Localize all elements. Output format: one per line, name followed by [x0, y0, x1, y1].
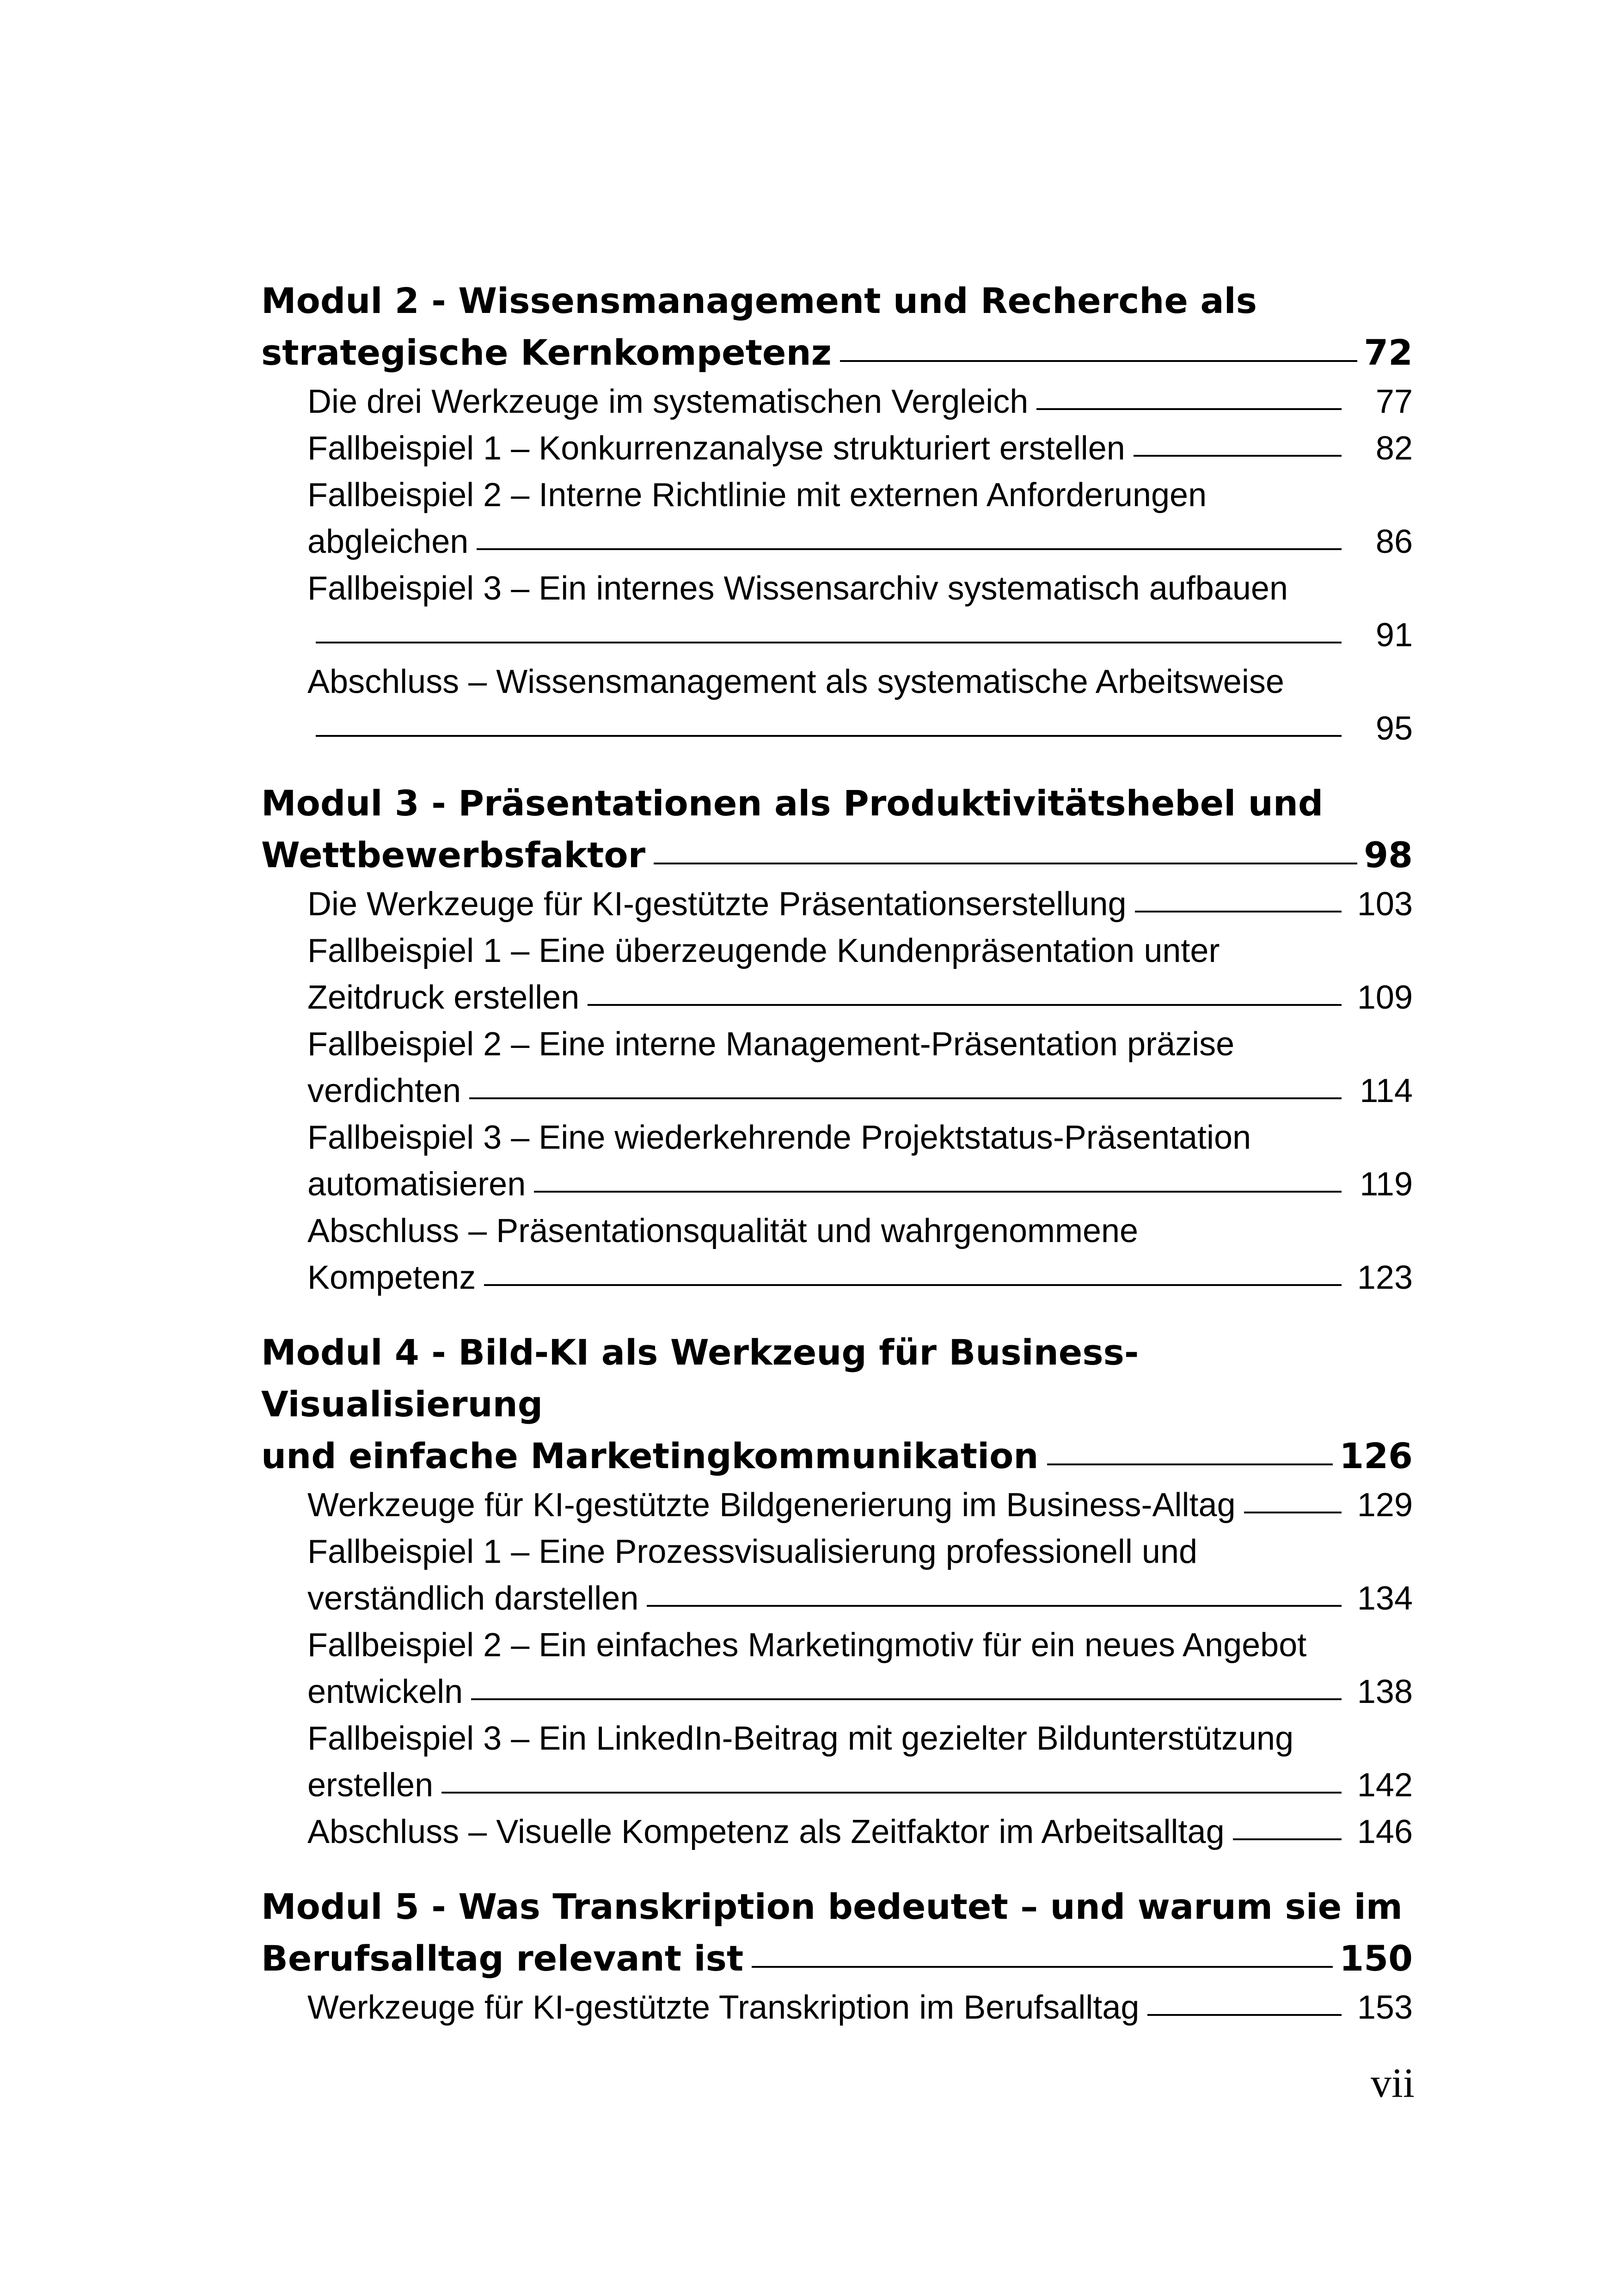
toc-entry[interactable]	[307, 565, 1413, 659]
entry-title-row	[307, 1161, 1413, 1208]
entry-title-line2: automatisieren	[307, 1166, 526, 1203]
entry-title-line1: Fallbeispiel 2 – Ein einfaches Marketingmotiv für ein neues Angebot	[307, 1627, 1307, 1664]
entry-page-number: 129	[1357, 1487, 1413, 1524]
toc-entry[interactable]	[307, 472, 1413, 565]
leader-line	[1047, 1463, 1333, 1465]
entry-page-number: 77	[1375, 383, 1413, 420]
module-title-line2: Berufsalltag relevant ist	[261, 1938, 744, 1979]
entry-page-number: 119	[1360, 1166, 1413, 1203]
entry-title-line2: Kompetenz	[307, 1259, 476, 1296]
module-title-line1: Modul 4 - Bild-KI als Werkzeug für Business-Visualisierung	[261, 1332, 1139, 1425]
entry-title-row	[307, 1809, 1413, 1855]
entry-title-line1: Fallbeispiel 1 – Eine überzeugende Kundenpräsentation unter	[307, 932, 1220, 969]
toc-entry[interactable]	[307, 928, 1413, 1021]
module-title-line2-row	[261, 327, 1413, 379]
leader-line	[1147, 2014, 1342, 2016]
entry-page-number: 86	[1375, 523, 1413, 560]
entry-title-row	[307, 1482, 1413, 1529]
entry-title-line1: Fallbeispiel 2 – Eine interne Management-Präsentation präzise	[307, 1026, 1235, 1063]
entry-title-row	[307, 519, 1413, 565]
toc-entry[interactable]	[307, 1809, 1413, 1855]
entry-title-row	[307, 379, 1413, 425]
entry-page-number: 134	[1357, 1580, 1413, 1617]
module-heading[interactable]	[261, 1881, 1413, 1984]
module-title-line2: Wettbewerbsfaktor	[261, 834, 646, 876]
toc-entry[interactable]	[307, 425, 1413, 472]
leader-line	[654, 863, 1357, 864]
module-heading[interactable]	[261, 1327, 1413, 1482]
entry-title-row	[307, 881, 1413, 928]
entry-title-line1: Fallbeispiel 2 – Interne Richtlinie mit externen Anforderungen	[307, 477, 1207, 514]
entry-title-line1: Fallbeispiel 3 – Ein internes Wissensarchiv systematisch aufbauen	[307, 570, 1288, 607]
module-title-line2-row	[261, 1430, 1413, 1482]
entry-title-row	[307, 974, 1413, 1021]
entry-title-line2: Werkzeuge für KI-gestützte Bildgenerierung im Business-Alltag	[307, 1487, 1236, 1524]
module-page-number: 98	[1364, 834, 1413, 876]
module-heading[interactable]	[261, 778, 1413, 881]
leader-line	[441, 1792, 1342, 1794]
leader-line	[469, 1097, 1342, 1099]
entry-title-line1: Abschluss – Präsentationsqualität und wahrgenommene	[307, 1212, 1139, 1249]
toc-entry[interactable]	[307, 1715, 1413, 1809]
toc-entry[interactable]	[307, 1529, 1413, 1622]
toc-entry[interactable]	[307, 1482, 1413, 1529]
entry-title-row	[307, 1669, 1413, 1715]
entry-title-line1: Fallbeispiel 1 – Eine Prozessvisualisierung professionell und	[307, 1533, 1198, 1570]
module-title-line2: strategische Kernkompetenz	[261, 332, 832, 373]
toc-entry[interactable]	[307, 1114, 1413, 1208]
module-title-line1: Modul 2 - Wissensmanagement und Recherche als	[261, 280, 1257, 321]
toc-entry[interactable]	[307, 1208, 1413, 1301]
entry-title-row	[307, 1068, 1413, 1114]
module-title-line1: Modul 5 - Was Transkription bedeutet – und warum sie im	[261, 1886, 1403, 1927]
toc-module	[261, 1881, 1413, 2031]
entry-title-line2: Die drei Werkzeuge im systematischen Vergleich	[307, 383, 1029, 420]
entry-title-line2: abgleichen	[307, 523, 469, 560]
entry-page-number: 138	[1357, 1673, 1413, 1710]
entry-title-line2: erstellen	[307, 1767, 434, 1804]
leader-line	[471, 1698, 1342, 1700]
entry-title-line2: Fallbeispiel 1 – Konkurrenzanalyse strukturiert erstellen	[307, 430, 1125, 467]
entry-page-number: 123	[1357, 1259, 1413, 1296]
module-page-number: 72	[1364, 332, 1413, 373]
entry-page-number: 153	[1357, 1989, 1413, 2026]
toc-module	[261, 778, 1413, 1301]
entry-page-number: 82	[1375, 430, 1413, 467]
toc-entry[interactable]	[307, 881, 1413, 928]
entry-page-number: 95	[1375, 710, 1413, 747]
entry-title-row	[307, 1575, 1413, 1622]
toc-entry[interactable]	[307, 1021, 1413, 1114]
entry-page-number: 109	[1357, 979, 1413, 1016]
leader-line	[316, 642, 1342, 643]
toc-module	[261, 1327, 1413, 1855]
module-title-line1: Modul 3 - Präsentationen als Produktivitätshebel und	[261, 783, 1324, 824]
module-page-number: 126	[1339, 1435, 1413, 1476]
entry-page-number: 91	[1375, 617, 1413, 654]
entry-page-number: 142	[1357, 1767, 1413, 1804]
entry-title-line2: verständlich darstellen	[307, 1580, 639, 1617]
toc-entry[interactable]	[307, 379, 1413, 425]
entry-title-line1: Abschluss – Wissensmanagement als systematische Arbeitsweise	[307, 663, 1284, 700]
entry-title-row	[307, 612, 1413, 659]
leader-line	[484, 1284, 1342, 1286]
entry-title-row	[307, 1255, 1413, 1301]
entry-title-line2: Abschluss – Visuelle Kompetenz als Zeitfaktor im Arbeitsalltag	[307, 1813, 1225, 1850]
leader-line	[1244, 1512, 1342, 1513]
entry-title-line2: verdichten	[307, 1072, 461, 1109]
leader-line	[1233, 1838, 1342, 1840]
entry-title-line2: Die Werkzeuge für KI-gestützte Präsentationserstellung	[307, 886, 1127, 923]
entry-page-number: 146	[1357, 1813, 1413, 1850]
toc-entry[interactable]	[307, 1622, 1413, 1715]
module-page-number: 150	[1339, 1938, 1413, 1979]
entry-title-line2: Zeitdruck erstellen	[307, 979, 580, 1016]
module-title-line2: und einfache Marketingkommunikation	[261, 1435, 1039, 1476]
entry-title-line1: Fallbeispiel 3 – Eine wiederkehrende Projektstatus-Präsentation	[307, 1119, 1251, 1156]
toc-module	[261, 275, 1413, 752]
entry-page-number: 114	[1360, 1072, 1413, 1109]
entry-title-line2: entwickeln	[307, 1673, 463, 1710]
table-of-contents	[261, 275, 1413, 2057]
entry-title-line1: Fallbeispiel 3 – Ein LinkedIn-Beitrag mit gezielter Bildunterstützung	[307, 1720, 1294, 1757]
leader-line	[1134, 455, 1342, 457]
toc-entry[interactable]	[307, 1984, 1413, 2031]
entry-title-row	[307, 1984, 1413, 2031]
leader-line	[534, 1191, 1342, 1193]
toc-entry[interactable]	[307, 659, 1413, 752]
entry-title-line2: Werkzeuge für KI-gestützte Transkription im Berufsalltag	[307, 1989, 1140, 2026]
leader-line	[647, 1605, 1342, 1607]
leader-line	[1135, 911, 1342, 912]
entry-title-row	[307, 705, 1413, 752]
leader-line	[840, 360, 1357, 362]
entry-title-row	[307, 425, 1413, 472]
module-title-line2-row	[261, 1933, 1413, 1984]
module-title-line2-row	[261, 829, 1413, 881]
page-number: vii	[1370, 2060, 1415, 2106]
leader-line	[1036, 408, 1342, 410]
leader-line	[588, 1004, 1342, 1006]
entry-page-number: 103	[1357, 886, 1413, 923]
entry-title-row	[307, 1762, 1413, 1809]
leader-line	[477, 548, 1342, 550]
leader-line	[752, 1966, 1333, 1968]
module-heading[interactable]	[261, 275, 1413, 379]
leader-line	[316, 735, 1342, 737]
